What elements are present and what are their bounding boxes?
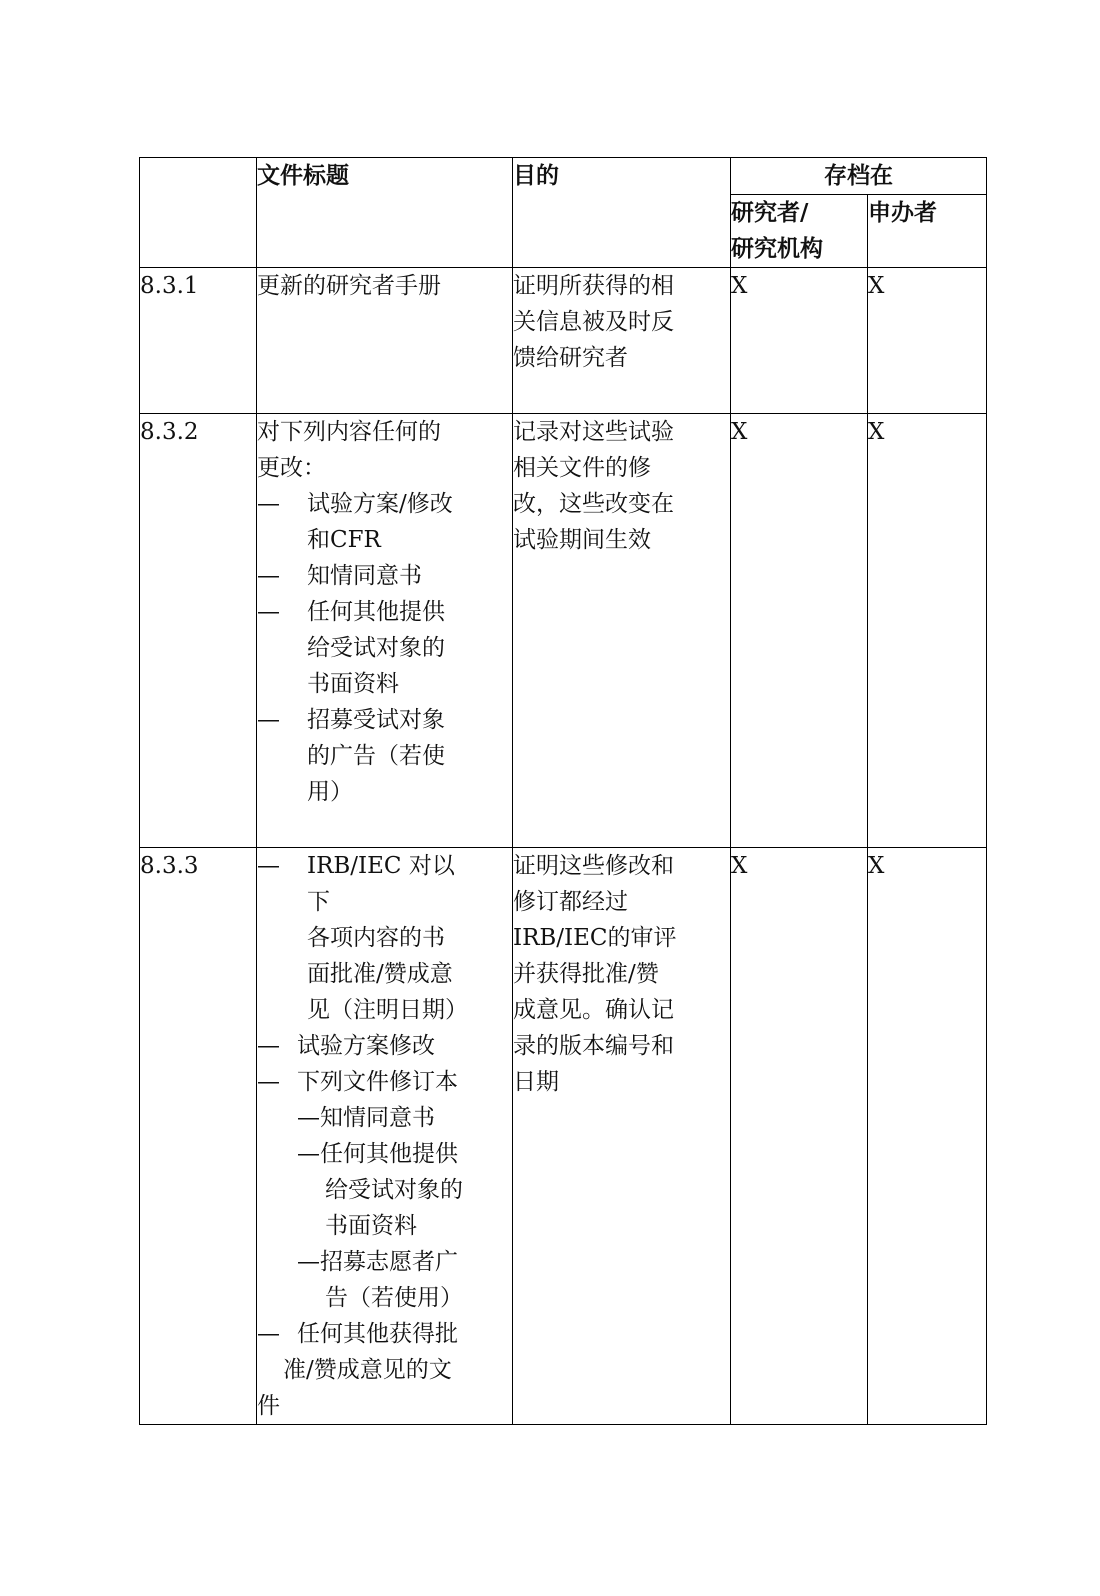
list-item-text: 任何其他获得批 xyxy=(297,1321,458,1347)
row-purpose xyxy=(513,414,731,848)
purpose-line: 相关文件的修 xyxy=(513,455,651,481)
investigator-mark: X xyxy=(731,414,868,848)
dash-mark: — xyxy=(257,491,280,517)
list-item-continuation: 下 xyxy=(307,889,330,915)
list-item xyxy=(257,1028,512,1064)
table-row xyxy=(140,268,987,414)
purpose-line: 馈给研究者 xyxy=(513,345,628,371)
dash-mark: — xyxy=(257,1033,280,1059)
purpose-line: 记录对这些试验 xyxy=(513,419,674,445)
sponsor-mark: X xyxy=(868,268,987,414)
purpose-line: 日期 xyxy=(513,1069,559,1095)
purpose-line: 录的版本编号和 xyxy=(513,1033,674,1059)
header-investigator-line-1: 研究者/ xyxy=(731,200,809,226)
list-item xyxy=(257,594,512,630)
list-item-continuation: 面批准/赞成意 xyxy=(307,961,453,987)
title-line: 更新的研究者手册 xyxy=(257,273,441,299)
header-investigator xyxy=(731,195,868,268)
row-purpose xyxy=(513,268,731,414)
list-item-continuation: 用） xyxy=(307,779,353,805)
list-item-continuation: 准/赞成意见的文 xyxy=(283,1357,452,1383)
list-item-text: 下列文件修订本 xyxy=(297,1069,458,1095)
investigator-mark: X xyxy=(731,268,868,414)
purpose-line: IRB/IEC的审评 xyxy=(513,925,677,951)
nested-list-continuation: 告（若使用） xyxy=(325,1285,463,1311)
title-line: 对下列内容任何的 xyxy=(257,419,441,445)
list-item xyxy=(257,702,512,738)
nested-list-item: —任何其他提供 xyxy=(297,1141,458,1167)
header-sponsor: 申办者 xyxy=(868,195,987,268)
dash-mark: — xyxy=(257,599,280,625)
table-row xyxy=(140,848,987,1425)
list-item-continuation: 各项内容的书 xyxy=(307,925,445,951)
purpose-line: 证明所获得的相 xyxy=(513,273,674,299)
purpose-line: 试验期间生效 xyxy=(513,527,651,553)
list-item-text: IRB/IEC 对以 xyxy=(307,853,455,879)
row-title xyxy=(257,848,513,1425)
purpose-line: 并获得批准/赞 xyxy=(513,961,659,987)
nested-list-continuation: 书面资料 xyxy=(325,1213,417,1239)
sponsor-mark: X xyxy=(868,414,987,848)
dash-mark: — xyxy=(257,707,280,733)
header-purpose: 目的 xyxy=(513,158,731,268)
purpose-line: 成意见。确认记 xyxy=(513,997,674,1023)
list-item-text: 知情同意书 xyxy=(307,563,422,589)
row-id: 8.3.3 xyxy=(140,848,257,1425)
dash-mark: — xyxy=(257,1321,280,1347)
header-archived-in: 存档在 xyxy=(731,158,987,195)
list-item xyxy=(257,1064,512,1100)
purpose-line: 修订都经过 xyxy=(513,889,628,915)
purpose-line: 改，这些改变在 xyxy=(513,491,674,517)
nested-list-item: —知情同意书 xyxy=(297,1105,435,1131)
row-id: 8.3.1 xyxy=(140,268,257,414)
list-item-text: 任何其他提供 xyxy=(307,599,445,625)
row-title xyxy=(257,268,513,414)
title-line: 更改： xyxy=(257,455,326,481)
dash-mark: — xyxy=(257,563,280,589)
list-item-continuation: 见（注明日期） xyxy=(307,997,468,1023)
nested-list-item: —招募志愿者广 xyxy=(297,1249,458,1275)
row-title xyxy=(257,414,513,848)
list-item-continuation: 书面资料 xyxy=(307,671,399,697)
list-item-continuation: 件 xyxy=(257,1393,280,1419)
list-item-text: 试验方案/修改 xyxy=(307,491,453,517)
nested-list-continuation: 给受试对象的 xyxy=(325,1177,463,1203)
list-item xyxy=(257,558,512,594)
list-item xyxy=(257,848,512,884)
header-id-cell xyxy=(140,158,257,268)
header-investigator-line-2: 研究机构 xyxy=(731,236,823,262)
list-item xyxy=(257,486,512,522)
essential-documents-table xyxy=(139,157,987,1425)
list-item-continuation: 和CFR xyxy=(307,527,381,553)
list-item-text: 招募受试对象 xyxy=(307,707,445,733)
list-item-continuation: 给受试对象的 xyxy=(307,635,445,661)
header-document-title: 文件标题 xyxy=(257,158,513,268)
table-header-row xyxy=(140,158,987,195)
list-item-text: 试验方案修改 xyxy=(297,1033,435,1059)
row-id: 8.3.2 xyxy=(140,414,257,848)
purpose-line: 关信息被及时反 xyxy=(513,309,674,335)
dash-mark: — xyxy=(257,853,280,879)
dash-mark: — xyxy=(257,1069,280,1095)
sponsor-mark: X xyxy=(868,848,987,1425)
list-item xyxy=(257,1316,512,1352)
table-row xyxy=(140,414,987,848)
purpose-line: 证明这些修改和 xyxy=(513,853,674,879)
investigator-mark: X xyxy=(731,848,868,1425)
list-item-continuation: 的广告（若使 xyxy=(307,743,445,769)
row-purpose xyxy=(513,848,731,1425)
